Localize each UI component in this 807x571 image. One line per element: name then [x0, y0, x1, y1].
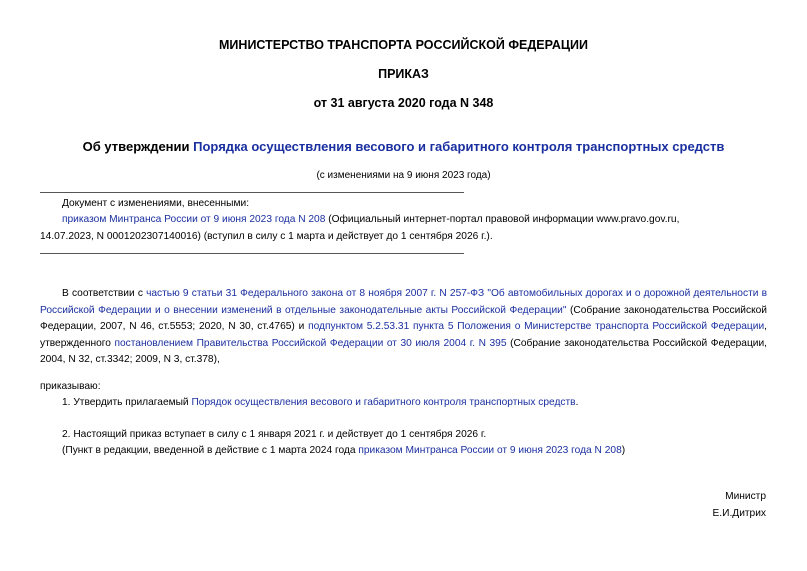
amendments-text: [40, 212, 767, 245]
ministry-heading: МИНИСТЕРСТВО ТРАНСПОРТА РОССИЙСКОЙ ФЕДЕРАЦИИ: [219, 38, 588, 52]
divider-bottom: [40, 253, 464, 254]
government-decree-link[interactable]: постановлением Правительства Российской Федерации от 30 июля 2004 г. N 395: [114, 337, 507, 349]
signatory-position: Министр: [725, 491, 766, 502]
preamble-text-2: (Собрание законодательства Российской Федерации, 2007, N 46, ст.5553; 2020, N 30, ст.4765) и: [40, 304, 767, 332]
document-title: [0, 139, 807, 154]
amendments-heading: Документ с изменениями, внесенными:: [62, 198, 250, 209]
title-procedure-link[interactable]: Порядка осуществления весового и габаритного контроля транспортных средств: [193, 139, 725, 154]
changes-note: (с изменениями на 9 июня 2023 года): [316, 170, 491, 181]
order-date-number: от 31 августа 2020 года N 348: [313, 96, 494, 110]
amendment-source-cont: 14.07.2023, N 0001202307140016) (вступил в силу с 1 марта и действует до 1 сентября 2026 г.).: [40, 230, 493, 242]
order-word: приказываю:: [40, 381, 101, 392]
item-2-note: [40, 443, 767, 459]
divider-top: [40, 192, 464, 193]
item-2-note-end: ): [621, 445, 626, 456]
preamble-text-4: (Собрание законодательства Российской Федерации, 2004, N 32, ст.3342; 2009, N 3, ст.378),: [40, 337, 767, 365]
title-prefix: Об утверждении: [82, 139, 194, 154]
amendment-order-link[interactable]: приказом Минтранса России от 9 июня 2023 года N 208: [62, 214, 326, 225]
preamble: [40, 286, 767, 369]
item-2-note-text: (Пункт в редакции, введенной в действие с 1 марта 2024 года: [62, 445, 359, 456]
item-2: 2. Настоящий приказ вступает в силу с 1 января 2021 г. и действует до 1 сентября 2026 г.: [62, 429, 487, 440]
federal-law-link[interactable]: частью 9 статьи 31 Федерального закона от 8 ноября 2007 г. N 257-ФЗ "Об автомобильных дорогах и о дорожной деятельности в Российской Федерации и о внесении изменений в отдельные законодательные акты Российской Федерации": [40, 288, 767, 316]
signatory-name: Е.И.Дитрих: [712, 508, 766, 519]
item-1-end: .: [575, 397, 579, 408]
document-type: ПРИКАЗ: [378, 67, 429, 81]
item-1-text: 1. Утвердить прилагаемый: [62, 397, 192, 408]
signature-block: [713, 488, 766, 522]
procedure-link[interactable]: Порядок осуществления весового и габаритного контроля транспортных средств: [191, 397, 576, 408]
item-1: [40, 395, 767, 411]
preamble-text-3: , утвержденного: [40, 321, 767, 349]
amendment-source: (Официальный интернет-портал правовой информации www.pravo.gov.ru,: [325, 214, 680, 225]
preamble-text-1: В соответствии с: [62, 288, 147, 299]
item-2-amendment-link[interactable]: приказом Минтранса России от 9 июня 2023 года N 208: [358, 445, 622, 456]
regulation-subclause-link[interactable]: подпунктом 5.2.53.31 пункта 5 Положения о Министерстве транспорта Российской Федерации: [308, 321, 765, 332]
